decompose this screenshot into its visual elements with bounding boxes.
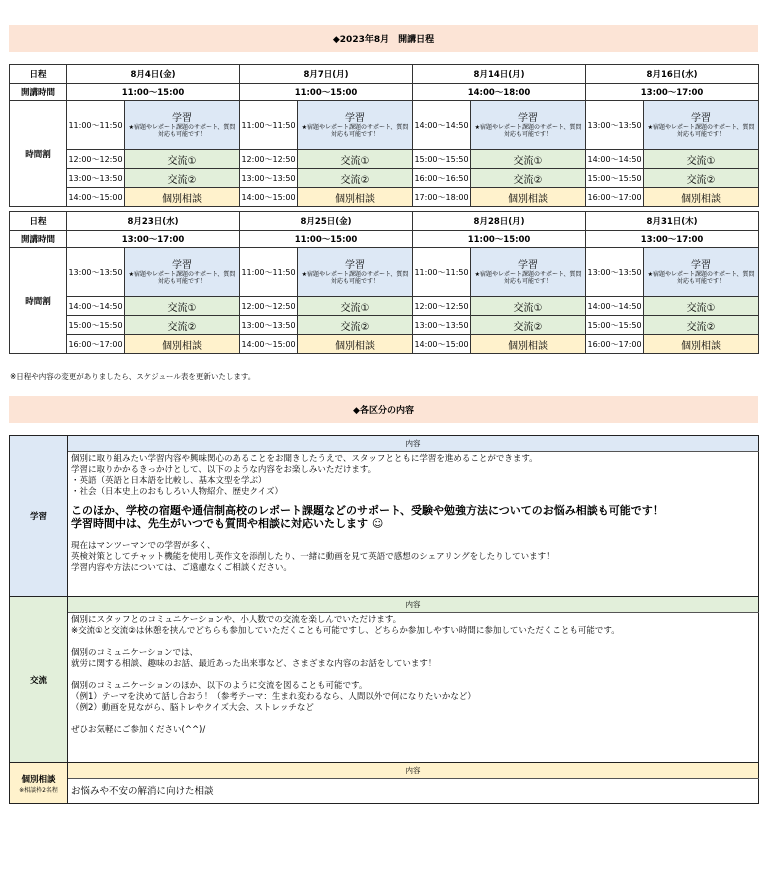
slot-time: 12:00〜12:50	[413, 297, 471, 316]
exchange-description	[68, 613, 759, 763]
row-label-open-hours: 開講時間	[10, 84, 67, 101]
schedule-table-2	[9, 211, 759, 354]
exchange2-cell: 交流②	[471, 316, 586, 335]
slot-time: 11:00〜11:50	[413, 248, 471, 297]
study-session-cell	[471, 101, 586, 150]
slot-time: 15:00〜15:50	[586, 169, 644, 188]
date-cell: 8月7日(月)	[240, 65, 413, 84]
individual-cell: 個別相談	[471, 188, 586, 207]
slot-time: 11:00〜11:50	[240, 248, 298, 297]
study-title: 学習	[345, 112, 366, 124]
study-note: ★宿題やレポート課題のサポート、質問対応も可能です！	[301, 123, 409, 138]
slot-time: 14:00〜14:50	[586, 150, 644, 169]
study-line: 学習内容や方法については、ご遠慮なくご相談ください。	[71, 563, 292, 573]
study-line: 学習に取りかかるきっかけとして、以下のような内容をお楽しみいただけます。	[71, 465, 377, 475]
exchange2-cell: 交流②	[644, 316, 759, 335]
study-title: 学習	[691, 259, 712, 271]
category-individual-sublabel: ※相談枠2名程	[19, 786, 58, 794]
study-description	[68, 452, 759, 597]
open-hours-cell: 13:00〜17:00	[586, 84, 759, 101]
row-label-date: 日程	[10, 212, 67, 231]
slot-time: 16:00〜17:00	[67, 335, 125, 354]
individual-description: お悩みや不安の解消に向けた相談	[68, 779, 759, 804]
exchange2-cell: 交流②	[298, 316, 413, 335]
exchange2-cell: 交流②	[471, 169, 586, 188]
study-note: ★宿題やレポート課題のサポート、質問対応も可能です！	[474, 123, 582, 138]
study-session-cell	[298, 248, 413, 297]
study-session-cell	[298, 101, 413, 150]
study-line: ・社会（日本史上のおもしろい人物紹介、歴史クイズ）	[71, 487, 283, 497]
study-line: ・英語（英語と日本語を比較し、基本文型を学ぶ）	[71, 476, 267, 486]
slot-time: 12:00〜12:50	[240, 150, 298, 169]
individual-cell: 個別相談	[644, 188, 759, 207]
study-title: 学習	[691, 112, 712, 124]
study-line: 個別に取り組みたい学習内容や興味関心のあることをお聞きしたうえで、スタッフとともに学習を進めることができます。	[71, 454, 538, 464]
open-hours-cell: 11:00〜15:00	[240, 231, 413, 248]
slot-time: 15:00〜15:50	[413, 150, 471, 169]
row-label-date: 日程	[10, 65, 67, 84]
slot-time: 14:00〜15:00	[413, 335, 471, 354]
slot-time: 14:00〜15:00	[67, 188, 125, 207]
slot-time: 13:00〜13:50	[67, 248, 125, 297]
open-hours-cell: 13:00〜17:00	[67, 231, 240, 248]
content-header: 内容	[68, 436, 759, 452]
slot-time: 11:00〜11:50	[240, 101, 298, 150]
slot-time: 17:00〜18:00	[413, 188, 471, 207]
exchange2-cell: 交流②	[125, 169, 240, 188]
slot-time: 14:00〜15:00	[240, 188, 298, 207]
study-note: ★宿題やレポート課題のサポート、質問対応も可能です！	[647, 123, 755, 138]
slot-time: 16:00〜17:00	[586, 188, 644, 207]
content-header: 内容	[68, 597, 759, 613]
slot-time: 15:00〜15:50	[67, 316, 125, 335]
exchange-line: （例1）テーマを決めて話し合おう！（参考テーマ：生まれ変わるなら、人間以外で何になりたいかなど）	[71, 692, 476, 702]
slot-time: 13:00〜13:50	[240, 316, 298, 335]
study-session-cell	[471, 248, 586, 297]
open-hours-cell: 14:00〜18:00	[413, 84, 586, 101]
date-cell: 8月28日(月)	[413, 212, 586, 231]
study-session-cell	[644, 248, 759, 297]
date-cell: 8月14日(月)	[413, 65, 586, 84]
date-cell: 8月25日(金)	[240, 212, 413, 231]
study-highlight: このほか、学校の宿題や通信制高校のレポート課題などのサポート、受験や勉強方法についてのお悩み相談も可能です！	[71, 504, 664, 517]
date-cell: 8月16日(水)	[586, 65, 759, 84]
study-line: 英検対策としてチャット機能を使用し英作文を添削したり、一緒に動画を見て英語で感想のシェアリングをしたりしています！	[71, 552, 555, 562]
row-label-open-hours: 開講時間	[10, 231, 67, 248]
content-banner: ◆各区分の内容	[9, 396, 758, 423]
study-session-cell	[125, 248, 240, 297]
slot-time: 13:00〜13:50	[586, 101, 644, 150]
slot-time: 13:00〜13:50	[413, 316, 471, 335]
open-hours-cell: 11:00〜15:00	[240, 84, 413, 101]
slot-time: 11:00〜11:50	[67, 101, 125, 150]
slot-time: 15:00〜15:50	[586, 316, 644, 335]
schedule-note: ※日程や内容の変更がありましたら、スケジュール表を更新いたします。	[10, 372, 256, 381]
slot-time: 12:00〜12:50	[67, 150, 125, 169]
exchange1-cell: 交流①	[644, 150, 759, 169]
exchange1-cell: 交流①	[471, 297, 586, 316]
slot-time: 13:00〜13:50	[67, 169, 125, 188]
individual-cell: 個別相談	[125, 335, 240, 354]
exchange1-cell: 交流①	[471, 150, 586, 169]
exchange1-cell: 交流①	[125, 150, 240, 169]
slot-time: 12:00〜12:50	[240, 297, 298, 316]
exchange1-cell: 交流①	[644, 297, 759, 316]
study-session-cell	[644, 101, 759, 150]
open-hours-cell: 13:00〜17:00	[586, 231, 759, 248]
slot-time: 16:00〜16:50	[413, 169, 471, 188]
schedule-banner: ◆2023年8月 開講日程	[9, 25, 758, 52]
individual-cell: 個別相談	[644, 335, 759, 354]
study-note: ★宿題やレポート課題のサポート、質問対応も可能です！	[128, 123, 236, 138]
exchange-line: ※交流①と交流②は休憩を挟んでどちらも参加していただくことも可能ですし、どちらか参加しやすい時間に参加していただくことも可能です。	[71, 626, 620, 636]
individual-cell: 個別相談	[298, 188, 413, 207]
study-note: ★宿題やレポート課題のサポート、質問対応も可能です！	[474, 270, 582, 285]
exchange-line: 就労に関する相談、趣味のお話、最近あった出来事など、さまざまな内容のお話をしています！	[71, 659, 437, 669]
individual-cell: 個別相談	[471, 335, 586, 354]
exchange1-cell: 交流①	[298, 150, 413, 169]
content-table	[9, 435, 759, 804]
study-title: 学習	[345, 259, 366, 271]
slot-time: 14:00〜14:50	[586, 297, 644, 316]
individual-cell: 個別相談	[298, 335, 413, 354]
row-label-timetable: 時間割	[10, 101, 67, 207]
date-cell: 8月4日(金)	[67, 65, 240, 84]
study-title: 学習	[518, 112, 539, 124]
study-note: ★宿題やレポート課題のサポート、質問対応も可能です！	[647, 270, 755, 285]
exchange-line: ぜひお気軽にご参加ください(^^)/	[71, 725, 206, 735]
row-label-timetable: 時間割	[10, 248, 67, 354]
study-line: 現在はマンツーマンでの学習が多く、	[71, 541, 216, 551]
exchange2-cell: 交流②	[125, 316, 240, 335]
exchange-line: 個別のコミュニケーションのほか、以下のように交流を図ることも可能です。	[71, 681, 368, 691]
study-title: 学習	[172, 112, 192, 124]
exchange2-cell: 交流②	[298, 169, 413, 188]
exchange1-cell: 交流①	[298, 297, 413, 316]
category-exchange: 交流	[10, 597, 68, 763]
exchange-line: 個別のコミュニケーションでは、	[71, 648, 198, 658]
exchange-line: 個別にスタッフとのコミュニケーションや、小人数での交流を楽しんでいただけます。	[71, 615, 402, 625]
date-cell: 8月31日(木)	[586, 212, 759, 231]
exchange-line: （例2）動画を見ながら、脳トレやクイズ大会、ストレッチなど	[71, 703, 314, 713]
slot-time: 16:00〜17:00	[586, 335, 644, 354]
study-note: ★宿題やレポート課題のサポート、質問対応も可能です！	[128, 270, 236, 285]
study-title: 学習	[172, 259, 192, 271]
category-individual-label: 個別相談	[21, 774, 56, 785]
slot-time: 14:00〜14:50	[413, 101, 471, 150]
category-individual	[10, 763, 68, 804]
slot-time: 14:00〜15:00	[240, 335, 298, 354]
open-hours-cell: 11:00〜15:00	[67, 84, 240, 101]
slot-time: 14:00〜14:50	[67, 297, 125, 316]
individual-cell: 個別相談	[125, 188, 240, 207]
content-header: 内容	[68, 763, 759, 779]
exchange2-cell: 交流②	[644, 169, 759, 188]
open-hours-cell: 11:00〜15:00	[413, 231, 586, 248]
study-title: 学習	[518, 259, 539, 271]
study-session-cell	[125, 101, 240, 150]
study-highlight: 学習時間中は、先生がいつでも質問や相談に対応いたします ☺	[71, 517, 384, 530]
slot-time: 13:00〜13:50	[586, 248, 644, 297]
exchange1-cell: 交流①	[125, 297, 240, 316]
schedule-table-1	[9, 64, 759, 207]
study-note: ★宿題やレポート課題のサポート、質問対応も可能です！	[301, 270, 409, 285]
date-cell: 8月23日(水)	[67, 212, 240, 231]
category-study: 学習	[10, 436, 68, 597]
slot-time: 13:00〜13:50	[240, 169, 298, 188]
